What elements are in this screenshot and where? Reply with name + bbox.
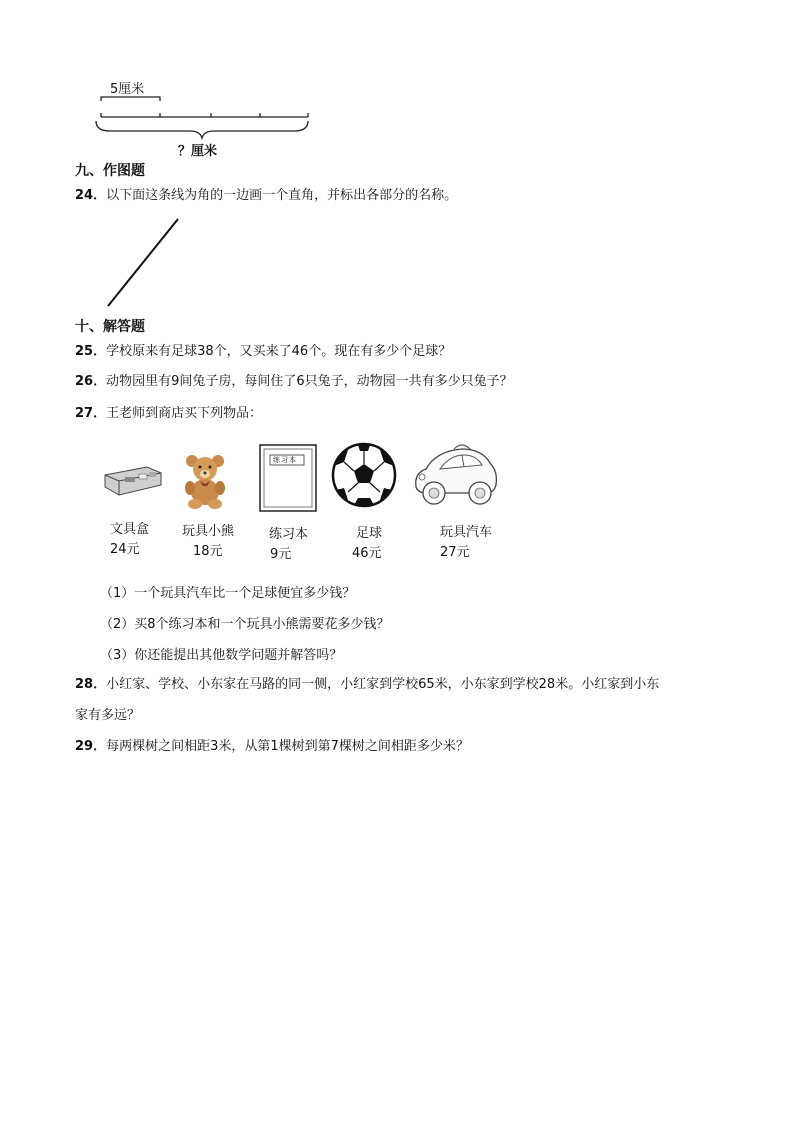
segment-label: 5厘米 xyxy=(110,82,145,97)
item-price: 24元 xyxy=(110,542,140,557)
total-label: ？厘米 xyxy=(178,144,218,159)
item-price: 18元 xyxy=(193,544,223,559)
teddy-bear-icon xyxy=(180,452,230,510)
pencil-box-icon xyxy=(103,463,163,503)
question-text: 每两棵树之间相距3米，从第1棵树到第7棵树之间相距多少米？ xyxy=(106,739,469,754)
question-24: 24．以下面这条线为角的一边画一个直角，并标出各部分的名称。 xyxy=(75,188,458,203)
item-price: 46元 xyxy=(352,546,382,561)
section-title-10: 十、解答题 xyxy=(75,319,145,335)
question-text: 小红家、学校、小东家在马路的同一侧，小红家到学校65米，小东家到学校28米。小红家到小东 xyxy=(106,677,660,692)
sub-question-2: （2）买8个练习本和一个玩具小熊需要花多少钱？ xyxy=(100,617,390,632)
notebook-icon xyxy=(258,443,320,515)
question-number: 25 xyxy=(75,344,94,359)
item-name: 文具盒 xyxy=(110,522,150,537)
item-name: 足球 xyxy=(356,526,383,541)
sub-question-3: （3）你还能提出其他数学问题并解答吗？ xyxy=(100,648,343,663)
question-29: 29．每两棵树之间相距3米，从第1棵树到第7棵树之间相距多少米？ xyxy=(75,739,469,754)
question-text: 学校原来有足球38个，又买来了46个。现在有多少个足球？ xyxy=(106,344,452,359)
angle-side-line xyxy=(0,0,794,320)
section-title-9: 九、作图题 xyxy=(75,163,145,179)
question-number: 29 xyxy=(75,739,94,754)
question-26: 26．动物园里有9间兔子房，每间住了6只兔子，动物园一共有多少只兔子？ xyxy=(75,374,513,389)
item-name: 练习本 xyxy=(269,527,309,542)
notebook-cover-label: 练习本 xyxy=(273,456,297,464)
soccer-ball-icon xyxy=(330,442,398,508)
question-text: 以下面这条线为角的一边画一个直角，并标出各部分的名称。 xyxy=(106,188,458,203)
question-text: 动物园里有9间兔子房，每间住了6只兔子，动物园一共有多少只兔子？ xyxy=(106,374,513,389)
question-number: 28 xyxy=(75,677,94,692)
question-text: 王老师到商店买下列物品： xyxy=(106,406,263,421)
question-28-continued: 家有多远？ xyxy=(75,708,141,723)
item-price: 9元 xyxy=(270,547,292,562)
sub-question-1: （1）一个玩具汽车比一个足球便宜多少钱？ xyxy=(100,586,356,601)
item-price: 27元 xyxy=(440,545,470,560)
question-number: 26 xyxy=(75,374,94,389)
toy-car-icon xyxy=(410,443,500,509)
question-25: 25．学校原来有足球38个，又买来了46个。现在有多少个足球？ xyxy=(75,344,452,359)
item-name: 玩具汽车 xyxy=(440,525,493,540)
question-number: 27 xyxy=(75,406,94,421)
question-number: 24 xyxy=(75,188,94,203)
question-27: 27．王老师到商店买下列物品： xyxy=(75,406,263,421)
item-name: 玩具小熊 xyxy=(182,524,235,539)
question-28: 28．小红家、学校、小东家在马路的同一侧，小红家到学校65米，小东家到学校28米。小红家到小东 xyxy=(75,677,660,692)
